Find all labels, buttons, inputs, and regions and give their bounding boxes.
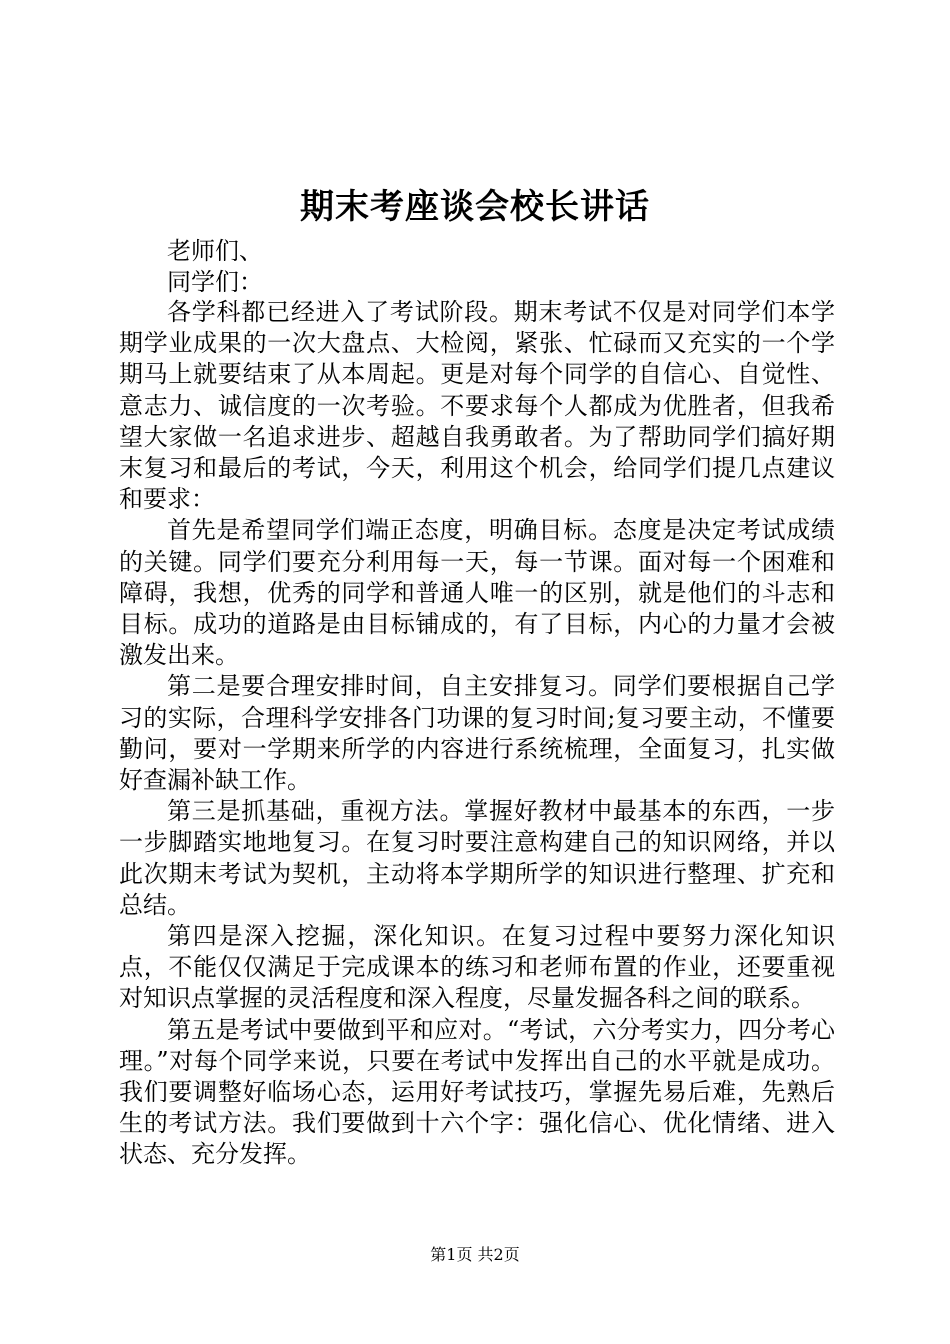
salutation-students: 同学们： [167,267,263,296]
paragraph-fifth-point: 第五是考试中要做到平和应对。“考试，六分考实力，四分考心理。”对每个同学来说，只要在考试中发挥出自己的水平就是成功。我们要调整好临场心态，运用好考试技巧，掌握先易后难，先熟后生的考试方法。我们要做到十六个字：强化信心、优化情绪、进入状态、充分发挥。 [119,1015,835,1169]
paragraph-fourth-point: 第四是深入挖掘，深化知识。在复习过程中要努力深化知识点，不能仅仅满足于完成课本的练习和老师布置的作业，还要重视对知识点掌握的灵活程度和深入程度，尽量发掘各科之间的联系。 [119,922,835,1013]
paragraph-third-point: 第三是抓基础，重视方法。掌握好教材中最基本的东西，一步一步脚踏实地地复习。在复习时要注意构建自己的知识网络，并以此次期末考试为契机，主动将本学期所学的知识进行整理、扩充和总结。 [119,797,835,919]
paragraph-first-point: 首先是希望同学们端正态度，明确目标。态度是决定考试成绩的关键。同学们要充分利用每一天，每一节课。面对每一个困难和障碍，我想，优秀的同学和普通人唯一的区别，就是他们的斗志和目标。成功的道路是由目标铺成的，有了目标，内心的力量才会被激发出来。 [119,516,835,670]
document-title: 期末考座谈会校长讲话 [300,187,650,227]
paragraph-intro: 各学科都已经进入了考试阶段。期末考试不仅是对同学们本学期学业成果的一次大盘点、大检阅，紧张、忙碌而又充实的一个学期马上就要结束了从本周起。更是对每个同学的自信心、自觉性、意志力、诚信度的一次考验。不要求每个人都成为优胜者，但我希望大家做一名追求进步、超越自我勇敢者。为了帮助同学们搞好期末复习和最后的考试，今天，利用这个机会，给同学们提几点建议和要求： [119,298,835,514]
salutation-teachers: 老师们、 [167,237,263,265]
document-body [119,236,835,1171]
paragraph-second-point: 第二是要合理安排时间，自主安排复习。同学们要根据自己学习的实际，合理科学安排各门功课的复习时间;复习要主动，不懂要勤问，要对一学期来所学的内容进行系统梳理，全面复习，扎实做好查漏补缺工作。 [119,672,835,795]
page-number-footer: 第1页 共2页 [430,1245,520,1264]
